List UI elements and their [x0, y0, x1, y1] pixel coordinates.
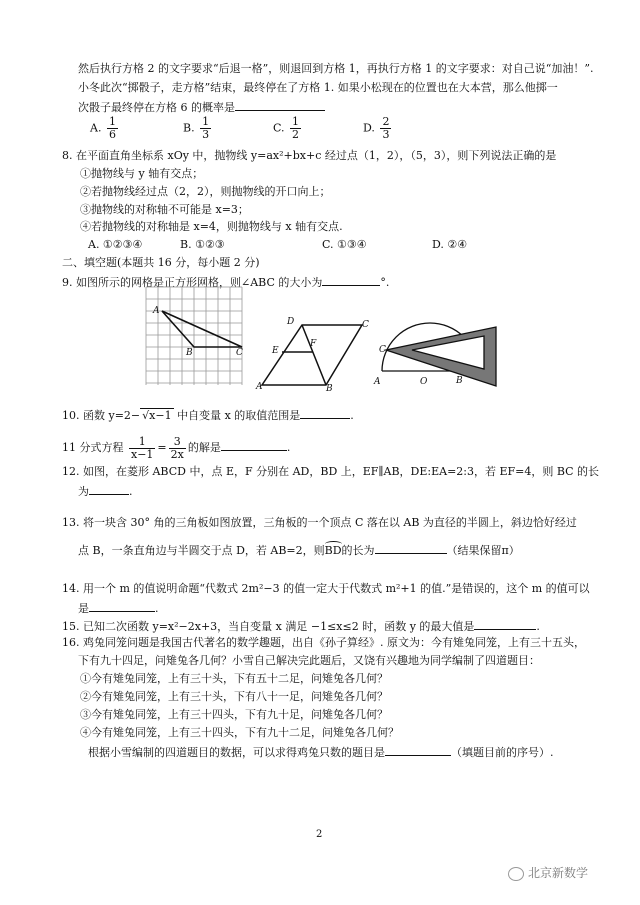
q8-item-4: ④若抛物线的对称轴是 x=4，则抛物线与 x 轴有交点. — [80, 220, 343, 233]
q8-option-a: A. ①②③④ — [88, 238, 143, 251]
q13-line1: 13. 将一块含 30° 角的三角板如图放置，三角板的一个顶点 C 落在以 AB 为直径的半圆上，斜边恰好经过 — [62, 516, 577, 529]
q16-item-2: ②今有雉兔同笼，上有三十头，下有八十一足，问雉兔各几何？ — [80, 690, 388, 703]
q8-option-d: D. ②④ — [432, 238, 468, 251]
answer-blank[interactable] — [89, 600, 155, 612]
rhombus-label-f: F — [310, 339, 317, 349]
q16-item-1: ①今有雉兔同笼，上有三十头，下有五十二足，问雉兔各几何？ — [80, 672, 388, 685]
grid-label-a: A — [153, 306, 160, 316]
q16-line2: 下有九十四足，问雉兔各几何？小雪自己解决完此题后，又饶有兴趣地为同学编制了四道题目： — [78, 654, 540, 667]
q10-prefix: 10. 函数 y=2− — [62, 409, 141, 422]
frac-den: 6 — [108, 128, 116, 141]
q16-last-end: （填题目前的序号）. — [451, 746, 554, 759]
q16-item-3: ③今有雉兔同笼，上有三十四头，下有九十足，问雉兔各几何？ — [80, 708, 388, 721]
answer-blank[interactable] — [89, 483, 129, 495]
q9-stem: 9. 如图所示的网格是正方形网格，则∠ABC 的大小为 — [62, 276, 323, 289]
q15-end: . — [536, 620, 540, 633]
watermark-text: 北京新数学 — [528, 866, 589, 880]
sqrt-radicand: √x−1 — [142, 409, 172, 422]
frac-den: 3 — [382, 128, 390, 141]
semicircle-label-a: A — [374, 377, 381, 387]
grid-label-b: B — [186, 348, 193, 358]
q7-line3-text: 次骰子最终停在方格 6 的概率是 — [78, 101, 235, 114]
rhombus-label-a: A — [256, 382, 263, 392]
rhombus-label-b: B — [326, 384, 333, 394]
q8-item-2: ②若抛物线经过点（2，2），则抛物线的开口向上； — [80, 185, 331, 198]
q10-suffix: 中自变量 x 的取值范围是 — [173, 409, 301, 422]
q13-line2 — [78, 542, 520, 558]
option-label: A. — [90, 121, 102, 135]
grid-figure — [146, 287, 242, 385]
answer-blank[interactable] — [385, 744, 451, 756]
q15-stem: 15. 已知二次函数 y=x²−2x+3，当自变量 x 满足 −1≤x≤2 时，函数 y 的最大值是 — [62, 620, 475, 633]
q10-end: . — [350, 409, 354, 422]
option-label: D. — [363, 121, 375, 135]
watermark — [508, 864, 588, 881]
q16-last-text: 根据小雪编制的四道题目的数据，可以求得鸡兔只数的题目是 — [88, 746, 385, 759]
q16-line1: 16. 鸡兔同笼问题是我国古代著名的数学趣题，出自《孙子算经》. 原文为：今有雉兔同笼，上有三十五头， — [62, 636, 585, 649]
q11-text — [62, 434, 290, 462]
frac-num: 3 — [169, 436, 186, 449]
rhombus-label-d: D — [287, 317, 295, 327]
q7-line1: 然后执行方格 2 的文字要求“后退一格”，则退回到方格 1，再执行方格 1 的文字要求：对自己说“加油！”. — [78, 62, 594, 75]
q14-line2-text: 是 — [78, 602, 89, 615]
radicand: x−1 — [149, 409, 172, 422]
q8-option-b: B. ①②③ — [180, 238, 225, 251]
q12-line2-text: 为 — [78, 485, 89, 498]
q12-end: . — [129, 485, 133, 498]
q8-item-1: ①抛物线与 y 轴有交点； — [80, 167, 204, 180]
semicircle-label-o: O — [420, 377, 428, 387]
page-number: 2 — [316, 829, 323, 840]
q15-text — [62, 618, 540, 634]
answer-blank[interactable] — [300, 407, 350, 419]
q13-note: （结果保留π） — [446, 544, 520, 557]
rhombus-label-c: C — [362, 320, 369, 330]
frac-num: 1 — [129, 436, 155, 449]
wechat-icon — [508, 867, 524, 881]
q16-last — [88, 744, 554, 760]
q14-line1: 14. 用一个 m 的值说明命题“代数式 2m²−3 的值一定大于代数式 m²+1 的值.”是错误的，这个 m 的值可以 — [62, 582, 590, 595]
q11-prefix: 11 分式方程 — [62, 441, 124, 454]
frac-den: 2 — [292, 128, 300, 141]
option-label: C. — [273, 121, 285, 135]
q13-line2-suffix: 的长为 — [341, 544, 375, 557]
grid-label-c: C — [236, 348, 243, 358]
q12-line2 — [78, 483, 133, 499]
frac-den: 3 — [202, 128, 210, 141]
q14-end: . — [155, 602, 159, 615]
q12-line1: 12. 如图，在菱形 ABCD 中，点 E，F 分别在 AD，BD 上，EF∥AB，DE:EA=2:3，若 EF=4，则 BC 的长 — [62, 465, 600, 478]
option-label: B. — [183, 121, 195, 135]
q10-text — [62, 407, 354, 423]
semicircle-label-b: B — [456, 376, 463, 386]
frac-num: 1 — [108, 115, 116, 128]
frac-num: 2 — [382, 115, 390, 128]
frac-num: 1 — [292, 115, 300, 128]
answer-blank[interactable] — [474, 618, 536, 630]
q11-end: . — [286, 441, 291, 454]
answer-blank[interactable] — [375, 542, 447, 554]
frac-den: x−1 — [131, 447, 154, 461]
answer-blank[interactable] — [221, 439, 287, 451]
q11-suffix: 的解是 — [187, 441, 221, 454]
equals-sign: = — [157, 441, 167, 454]
q8-option-c: C. ①③④ — [322, 238, 367, 251]
arc-bd: BD — [324, 544, 342, 557]
semicircle-label-c: C — [379, 345, 386, 355]
q14-line2 — [78, 600, 159, 616]
q7-line2: 小冬此次“掷骰子，走方格”结束，最终停在了方格 1. 如果小松现在的位置也在大本营，那么他掷一 — [78, 81, 558, 94]
semicircle-figure — [382, 323, 496, 386]
q16-item-4: ④今有雉兔同笼，上有三十四头，下有九十二足，问雉兔各几何？ — [80, 726, 399, 739]
frac-den: 2x — [170, 447, 184, 461]
section-heading: 二、填空题(本题共 16 分，每小题 2 分) — [62, 256, 260, 269]
frac-num: 1 — [202, 115, 210, 128]
q13-line2-prefix: 点 B，一条直角边与半圆交于点 D，若 AB=2，则 — [78, 544, 325, 557]
q8-stem: 8. 在平面直角坐标系 xOy 中，抛物线 y=ax²+bx+c 经过点（1，2），（5，3），则下列说法正确的是 — [62, 149, 557, 162]
q9-unit: °. — [380, 276, 390, 289]
q8-item-3: ③抛物线的对称轴不可能是 x=3； — [80, 203, 249, 216]
rhombus-label-e: E — [272, 346, 279, 356]
